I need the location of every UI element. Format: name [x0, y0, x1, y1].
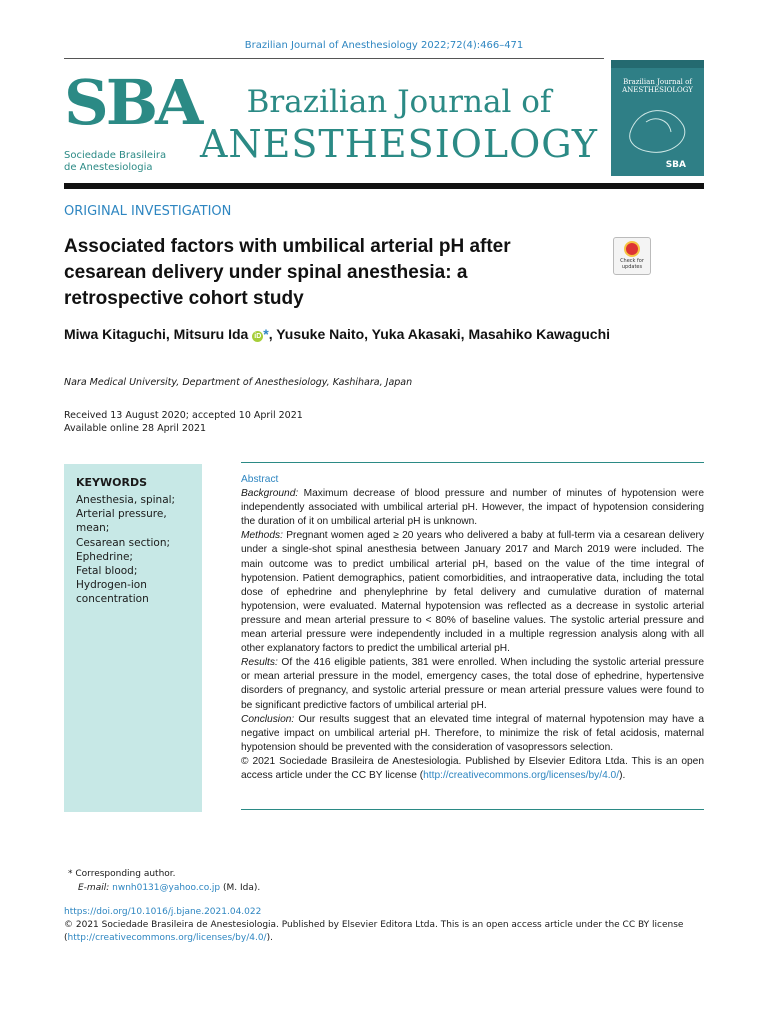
- doi-license-link[interactable]: http://creativecommons.org/licenses/by/4.0/: [67, 933, 267, 943]
- cover-logo: SBA: [665, 160, 686, 170]
- section-label: ORIGINAL INVESTIGATION: [64, 204, 232, 219]
- abstract-methods: Methods: Pregnant women aged ≥ 20 years who delivered a baby at full-term via a cesarean delivery under a single-shot spinal anesthesia between January 2017 and March 2019 were included. The main outcome was to predict umbilical arterial pH, based on the value of the time integral of hypotension. Patient demographics, patient comorbidities, and intraoperative data, including the total dose of ephedrine and phenylephrine by fetal delivery and cumulative duration of maternal hypotension, were evaluated. Maternal hypotension was reflected as a decrease in systolic arterial pressure and mean arterial pressure to < 80% of baseline values. The systolic arterial pressure and mean arterial pressure were independently included in a multiple regression analysis along with all other explanatory factors to predict the umbilical arterial pH.: [241, 530, 704, 655]
- article-dates: Received 13 August 2020; accepted 10 April 2021 Available online 28 April 2021: [64, 410, 303, 434]
- article-title: Associated factors with umbilical arterial pH after cesarean delivery under spinal anesthesia: a retrospective cohort study: [64, 236, 511, 309]
- header-rule: [64, 183, 704, 189]
- keyword-item: mean;: [76, 522, 110, 535]
- keyword-item: Hydrogen-ion: [76, 579, 147, 592]
- doi-copyright: © 2021 Sociedade Brasileira de Anestesiologia. Published by Elsevier Editora Ltda. This is an open access article under the CC BY license (http://creativecommons.org/licenses/by/4.0/).: [64, 920, 684, 943]
- keywords-heading: KEYWORDS: [76, 476, 148, 489]
- check-for-updates-button[interactable]: [613, 237, 651, 275]
- email-link[interactable]: nwnh0131@yahoo.co.jp: [112, 883, 221, 893]
- abstract-heading: Abstract: [241, 474, 279, 485]
- doi-block: [64, 906, 704, 945]
- sba-logo: SBA: [64, 66, 201, 139]
- journal-title-line1: Brazilian Journal of: [246, 84, 552, 120]
- orcid-icon[interactable]: iD: [254, 333, 262, 340]
- header-divider: [64, 58, 604, 59]
- keyword-item: Fetal blood;: [76, 565, 138, 578]
- keyword-item: Cesarean section;: [76, 536, 171, 549]
- abstract: [241, 473, 704, 783]
- abstract-results: Results: Of the 416 eligible patients, 381 were enrolled. When including the systolic arterial pressure or mean arterial pressure in the model, emergency cases, the total dose of ephedrine, hypertensive disorders of pregnancy, and systolic arterial pressure or mean arterial pressure values were found to be significant predictive factors of umbilical arterial pH.: [241, 657, 704, 711]
- abstract-bottom-rule: [241, 809, 704, 810]
- abstract-top-rule: [241, 462, 704, 463]
- corresponding-author-mark[interactable]: *: [263, 326, 269, 342]
- journal-cover-image: [611, 60, 704, 176]
- sba-logo-text: Sociedade Brasileira de Anestesiologia: [64, 150, 167, 173]
- keyword-item: Arterial pressure,: [76, 508, 167, 521]
- check-updates-label: Check for updates: [620, 258, 644, 270]
- keyword-item: concentration: [76, 593, 149, 606]
- license-link[interactable]: http://creativecommons.org/licenses/by/4.0/: [423, 769, 620, 781]
- bookmark-icon: [624, 241, 640, 257]
- cover-title: Brazilian Journal of ANESTHESIOLOGY: [622, 78, 693, 94]
- abstract-conclusion: Conclusion: Our results suggest that an elevated time integral of maternal hypotension may have a negative impact on umbilical arterial pH. Therefore, to minimize the risk of fetal acidosis, maternal hypotension should be prevented with the consideration of vasopressors selection.: [241, 713, 704, 753]
- doi-link[interactable]: https://doi.org/10.1016/j.bjane.2021.04.022: [64, 907, 262, 917]
- cover-illustration: [611, 60, 704, 176]
- journal-title-line2: ANESTHESIOLOGY: [199, 122, 599, 166]
- keywords-list: [76, 493, 202, 607]
- abstract-background: Background: Maximum decrease of blood pressure and number of minutes of hypotension were independently associated with umbilical arterial pH. However, the impact of hypotension considering the duration of it on umbilical arterial pH is unknown.: [241, 488, 704, 528]
- abstract-copyright: © 2021 Sociedade Brasileira de Anestesiologia. Published by Elsevier Editora Ltda. This is an open access article under the CC BY license (http://creativecommons.org/licenses/by/4.0/).: [241, 755, 704, 781]
- affiliation: Nara Medical University, Department of Anesthesiology, Kashihara, Japan: [64, 377, 413, 388]
- keywords-box: [64, 464, 202, 812]
- keyword-item: Ephedrine;: [76, 550, 133, 563]
- author-list: Miwa Kitaguchi, Mitsuru Ida iD *, Yusuke Naito, Yuka Akasaki, Masahiko Kawaguchi: [64, 326, 611, 342]
- journal-citation: Brazilian Journal of Anesthesiology 2022;72(4):466–471: [244, 40, 524, 51]
- keyword-item: Anesthesia, spinal;: [76, 494, 176, 506]
- corresponding-author-footnote: * Corresponding author. E-mail: nwnh0131@yahoo.co.jp (M. Ida).: [68, 869, 261, 893]
